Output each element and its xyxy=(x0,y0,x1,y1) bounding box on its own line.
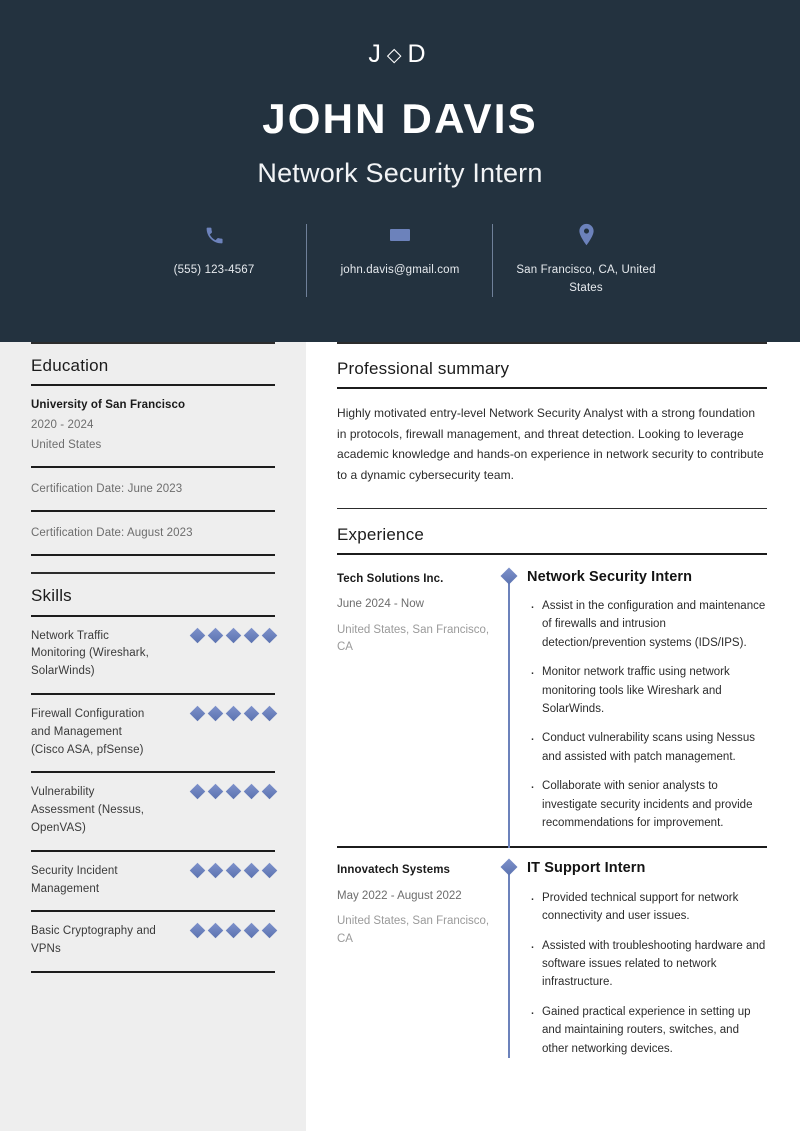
timeline-line xyxy=(508,866,510,1058)
rating-diamond-icon xyxy=(226,863,242,879)
rating-diamond-icon xyxy=(262,627,278,643)
skills-section-header xyxy=(31,572,275,616)
skill-label: Security Incident Management xyxy=(31,864,118,895)
contact-email[interactable] xyxy=(307,222,493,280)
rating-diamond-icon xyxy=(262,784,278,800)
rating-diamond-icon xyxy=(226,923,242,939)
contact-email-value: john.davis@gmail.com xyxy=(340,264,460,276)
experience-location: United States, San Francisco, CA xyxy=(337,623,490,654)
experience-bullet: · Conduct vulnerability scans using Nessus and assisted with patch management. xyxy=(542,729,767,766)
timeline-diamond-icon xyxy=(501,859,518,876)
main-column xyxy=(306,342,800,1131)
experience-dates: June 2024 - Now xyxy=(337,597,424,610)
skill-label: Firewall Configuration and Management (Cisco ASA, pfSense) xyxy=(31,707,145,756)
education-entry xyxy=(31,512,275,556)
education-school: University of San Francisco xyxy=(31,399,186,412)
skill-label: Vulnerability Assessment (Nessus, OpenVAS) xyxy=(31,786,145,835)
experience-dates: May 2022 - August 2022 xyxy=(337,889,462,902)
monogram xyxy=(0,42,800,67)
summary-section-header xyxy=(337,342,767,389)
education-entry xyxy=(31,468,275,512)
skill-rating xyxy=(192,706,275,719)
education-entry xyxy=(31,386,275,468)
email-icon xyxy=(315,222,485,248)
experience-role: IT Support Intern xyxy=(527,860,646,877)
monogram-initial-first: J xyxy=(368,40,387,68)
contact-location-value: San Francisco, CA, United States xyxy=(516,264,656,294)
education-heading: Education xyxy=(31,356,109,375)
rating-diamond-icon xyxy=(190,784,206,800)
summary-text: Highly motivated entry-level Network Security Analyst with a strong foundation in protocols, firewall management, and threat detection. Looking to leverage academic knowledge and hands-on experience in network security to contribute to a dynamic cybersecurity team. xyxy=(337,406,764,482)
experience-company: Tech Solutions Inc. xyxy=(337,572,444,585)
rating-diamond-icon xyxy=(244,784,260,800)
resume-header xyxy=(0,0,800,342)
rating-diamond-icon xyxy=(190,627,206,643)
education-section-header xyxy=(31,342,275,386)
skills-heading: Skills xyxy=(31,586,72,606)
experience-role: Network Security Intern xyxy=(527,568,693,585)
contact-phone-value: (555) 123-4567 xyxy=(173,264,255,276)
experience-meta xyxy=(337,557,491,847)
skill-rating xyxy=(192,863,275,876)
experience-bullet: · Collaborate with senior analysts to investigate security incidents and provide recommendations for improvement. xyxy=(542,777,767,832)
education-certification-date: Certification Date: August 2023 xyxy=(31,527,193,540)
rating-diamond-icon xyxy=(262,863,278,879)
education-location: United States xyxy=(31,438,102,451)
experience-timeline xyxy=(491,848,527,1066)
rating-diamond-icon xyxy=(244,863,260,879)
monogram-initial-last: D xyxy=(407,40,432,68)
experience-location: United States, San Francisco, CA xyxy=(337,915,490,946)
rating-diamond-icon xyxy=(226,627,242,643)
experience-bullets xyxy=(527,889,767,1058)
skill-item xyxy=(31,852,275,913)
experience-item xyxy=(337,557,767,849)
rating-diamond-icon xyxy=(208,923,224,939)
experience-bullet: · Assist in the configuration and maintenance of firewalls and intrusion detection/prevention systems (IDS/IPS). xyxy=(542,597,767,652)
experience-bullet: · Assisted with troubleshooting hardware and software issues related to network infrastructure. xyxy=(542,937,767,992)
timeline-line xyxy=(508,575,510,849)
phone-icon xyxy=(129,222,299,248)
rating-diamond-icon xyxy=(226,784,242,800)
skill-item xyxy=(31,617,275,695)
rating-diamond-icon xyxy=(208,706,224,722)
skill-item xyxy=(31,912,275,973)
rating-diamond-icon xyxy=(190,706,206,722)
skill-item xyxy=(31,695,275,773)
candidate-job-title: Network Security Intern xyxy=(257,158,543,189)
experience-item xyxy=(337,848,767,1066)
experience-list xyxy=(337,555,767,1067)
experience-bullet: · Gained practical experience in setting up and maintaining routers, switches, and other networking devices. xyxy=(542,1003,767,1058)
skills-list xyxy=(31,617,275,974)
timeline-diamond-icon xyxy=(501,567,518,584)
experience-section-header xyxy=(337,508,767,555)
sidebar xyxy=(0,342,306,1131)
rating-diamond-icon xyxy=(208,784,224,800)
rating-diamond-icon xyxy=(226,706,242,722)
education-certification-date: Certification Date: June 2023 xyxy=(31,482,183,495)
rating-diamond-icon xyxy=(190,923,206,939)
rating-diamond-icon xyxy=(262,923,278,939)
skill-rating xyxy=(192,784,275,797)
skill-item xyxy=(31,773,275,851)
experience-details xyxy=(527,848,767,1066)
education-dates: 2020 - 2024 xyxy=(31,418,94,431)
rating-diamond-icon xyxy=(244,627,260,643)
candidate-name: JOHN DAVIS xyxy=(262,95,538,142)
rating-diamond-icon xyxy=(208,627,224,643)
summary-heading: Professional summary xyxy=(337,359,510,378)
monogram-diamond-icon: ◇ xyxy=(386,45,408,66)
rating-diamond-icon xyxy=(262,706,278,722)
location-pin-icon xyxy=(501,222,671,248)
rating-diamond-icon xyxy=(190,863,206,879)
skill-label: Network Traffic Monitoring (Wireshark, SolarWinds) xyxy=(31,629,149,678)
experience-company: Innovatech Systems xyxy=(337,864,451,877)
experience-heading: Experience xyxy=(337,524,425,544)
contact-row xyxy=(0,222,800,298)
experience-bullets xyxy=(527,597,767,832)
contact-phone[interactable] xyxy=(121,222,307,280)
rating-diamond-icon xyxy=(244,706,260,722)
contact-location[interactable] xyxy=(493,222,679,298)
experience-bullet: · Provided technical support for network connectivity and user issues. xyxy=(542,889,767,926)
rating-diamond-icon xyxy=(208,863,224,879)
education-list xyxy=(31,386,275,556)
rating-diamond-icon xyxy=(244,923,260,939)
skill-label: Basic Cryptography and VPNs xyxy=(31,925,156,956)
experience-meta xyxy=(337,848,491,1066)
skill-rating xyxy=(192,923,275,936)
experience-details xyxy=(527,557,767,847)
experience-bullet: · Monitor network traffic using network monitoring tools like Wireshark and SolarWinds. xyxy=(542,663,767,718)
experience-timeline xyxy=(491,557,527,847)
skill-rating xyxy=(192,628,275,641)
